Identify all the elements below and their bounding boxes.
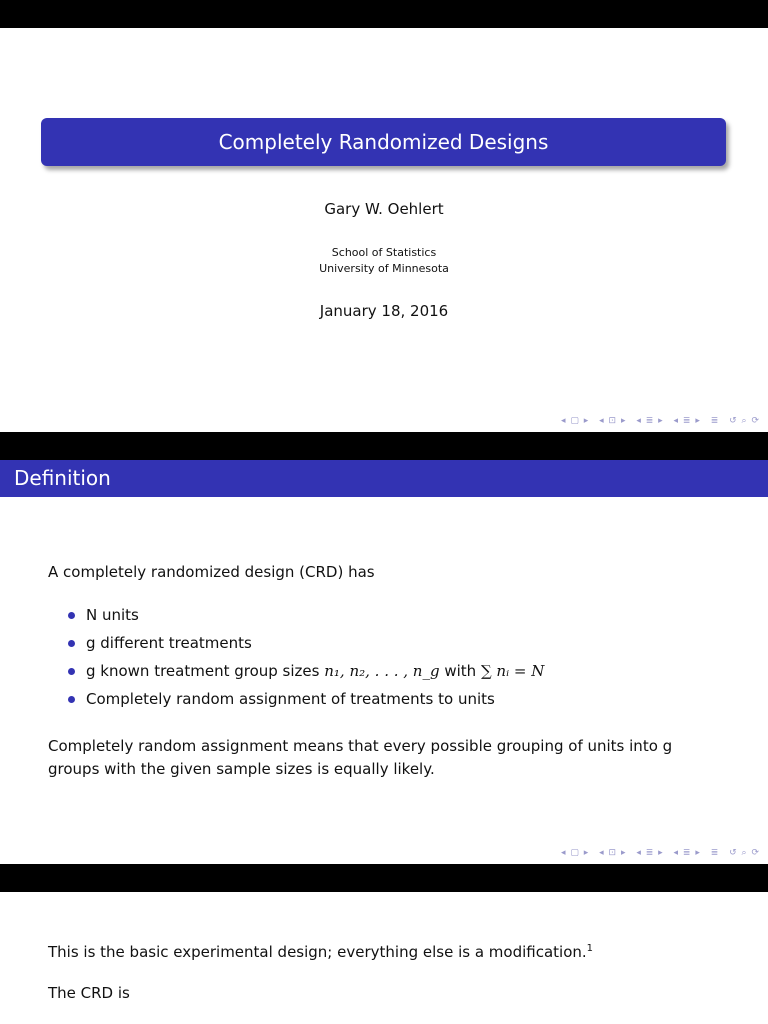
institution-university: University of Minnesota bbox=[319, 262, 449, 275]
crd-is-text: The CRD is bbox=[48, 984, 130, 1002]
beamer-navigation[interactable] bbox=[555, 848, 760, 858]
frame-title: Definition bbox=[14, 466, 111, 490]
definition-paragraph: Completely random assignment means that every possible grouping of units into g groups with the given sample sizes is equally likely. bbox=[48, 737, 673, 778]
bullet-icon bbox=[68, 696, 75, 703]
definition-list bbox=[68, 604, 544, 716]
nav-frame-icon[interactable]: ◂ ▢ ▸ bbox=[561, 416, 590, 426]
nav-section-icon[interactable]: ◂ ≣ ▸ bbox=[636, 848, 664, 858]
frame-title-bar bbox=[0, 460, 768, 497]
beamer-navigation[interactable] bbox=[555, 416, 760, 426]
definition-intro: A completely randomized design (CRD) has bbox=[48, 563, 375, 581]
list-item: Completely random assignment of treatments to units bbox=[68, 688, 544, 716]
nav-outline-icon[interactable]: ≣ bbox=[710, 848, 720, 858]
bullet-icon bbox=[68, 640, 75, 647]
bullet-icon bbox=[68, 612, 75, 619]
basic-design-text: This is the basic experimental design; everything else is a modification.$^1$ bbox=[48, 943, 594, 961]
nav-search-icon[interactable]: ↺ ⌕ ⟳ bbox=[729, 416, 760, 426]
crd-slide bbox=[0, 864, 768, 1024]
nav-subsection-icon[interactable]: ◂ ⊡ ▸ bbox=[599, 416, 627, 426]
top-bar bbox=[0, 432, 768, 460]
nav-frame-icon[interactable]: ◂ ▢ ▸ bbox=[561, 848, 590, 858]
sum-equation: ∑ nᵢ = N bbox=[480, 662, 545, 680]
nav-subsection-icon[interactable]: ◂ ⊡ ▸ bbox=[599, 848, 627, 858]
bullet-icon bbox=[68, 668, 75, 675]
author-name: Gary W. Oehlert bbox=[324, 200, 444, 218]
presentation-title: Completely Randomized Designs bbox=[41, 118, 726, 166]
nav-outline-icon[interactable]: ≣ bbox=[710, 416, 720, 426]
list-item: g different treatments bbox=[68, 632, 544, 660]
list-item: N units bbox=[68, 604, 544, 632]
presentation-date: January 18, 2016 bbox=[319, 302, 449, 320]
nav-search-icon[interactable]: ↺ ⌕ ⟳ bbox=[729, 848, 760, 858]
definition-slide bbox=[0, 432, 768, 864]
top-bar bbox=[0, 0, 768, 28]
nav-section-icon[interactable]: ◂ ≣ ▸ bbox=[636, 416, 664, 426]
nav-doc-icon[interactable]: ◂ ≣ ▸ bbox=[673, 848, 701, 858]
title-slide bbox=[0, 0, 768, 432]
footnote-mark: 1 bbox=[586, 943, 594, 954]
group-sizes-math: n₁, n₂, . . . , n_g bbox=[324, 662, 440, 680]
institution-school: School of Statistics bbox=[331, 246, 437, 259]
top-bar bbox=[0, 864, 768, 892]
nav-doc-icon[interactable]: ◂ ≣ ▸ bbox=[673, 416, 701, 426]
list-item: g known treatment group sizes n₁, n₂, . . . , n_g with ∑ nᵢ = N bbox=[68, 660, 544, 688]
